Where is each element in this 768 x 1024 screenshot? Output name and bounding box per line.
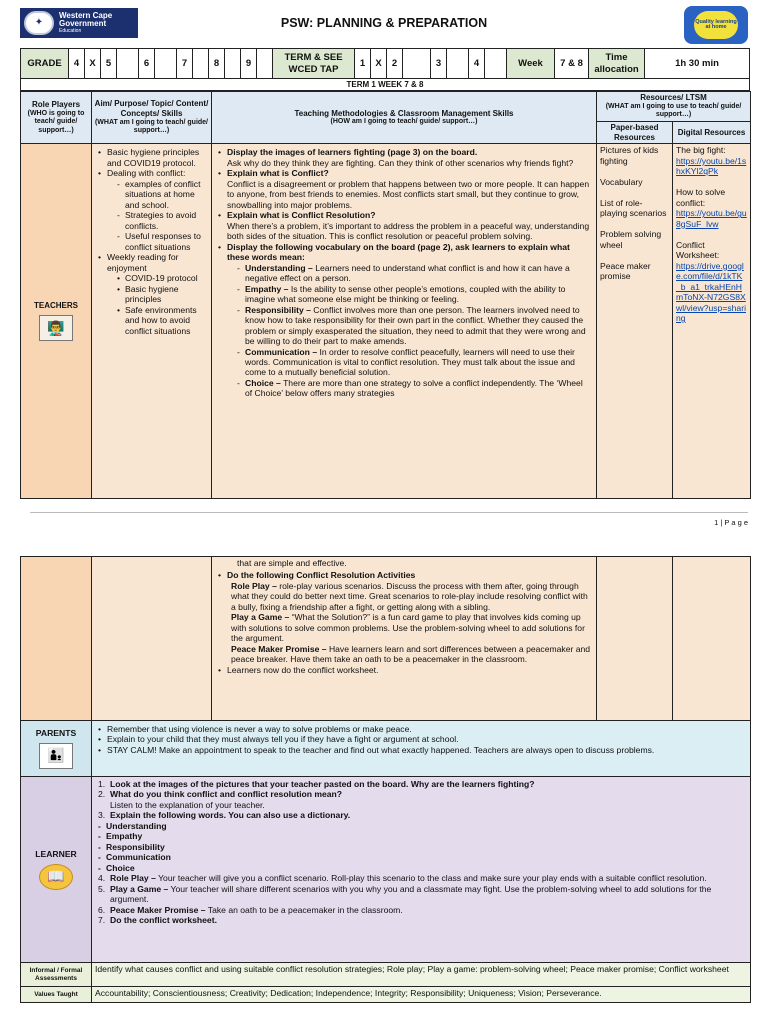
document-header (20, 6, 748, 44)
word-item: - Choice (98, 863, 744, 873)
crest-icon: ✦ (24, 11, 54, 35)
aim-subitem: • Basic hygiene principles (117, 284, 206, 305)
time-value: 1h 30 min (645, 49, 750, 79)
learner-item: 1. Look at the images of the pictures that your teacher pasted on the board. Why are the learners fighting? (98, 779, 535, 789)
teachers-methodology-continued: that are simple and effective. • Do the following Conflict Resolution Activities Role Play – role-play various scenarios. Discuss the process with them after, going through what they could do better next time. Great scenarios to role-play include resolving conflict with a bully, fixing a friendship after a fight, or getting along with a sibling. Play a Game – “What the Solution?” is a fun card game to play that involves kids coming up with solutions to solve common problems. Use the problem-solving wheel to add solutions for the argument. Peace Maker Promise – Have learners learn and sort differences between a peacemaker and peace breaker. Have them take an oath to be a peacemaker in the classroom. • Learners now do the conflict worksheet. (212, 557, 597, 721)
aim-subitem: • Safe environments and how to avoid conflict situations (117, 305, 206, 336)
parent-item: • Remember that using violence is never a way to solve problems or make peace. (98, 724, 745, 734)
col-aim: Aim/ Purpose/ Topic/ Content/ Concepts/ Skills (WHAT am I going to teach/ guide/ support…) (92, 92, 212, 144)
col-digital-resources: Digital Resources (673, 121, 751, 144)
word-item: - Communication (98, 852, 744, 862)
term-week-bar: TERM 1 WEEK 7 & 8 (20, 79, 750, 91)
teacher-icon: 👨‍🏫 (39, 315, 73, 341)
aim-subitem: • COVID-19 protocol (117, 273, 206, 283)
quality-learning-logo (684, 6, 748, 44)
week-value: 7 & 8 (555, 49, 589, 79)
solve-conflict-link[interactable]: https://youtu.be/gu8gSuF_lvw (676, 208, 747, 229)
lesson-plan-table-continued (20, 556, 751, 1003)
page-title: PSW: PLANNING & PREPARATION (280, 16, 488, 30)
big-fight-link[interactable]: https://youtu.be/1shxKYl2qPk (676, 155, 747, 177)
term-label: TERM & SEE WCED TAP (273, 49, 355, 79)
vocab-item: - Communication – In order to resolve conflict peacefully, learners will need to use their words. Communication is vital to conflict resolution. They must talk about the issue and come to a mutually beneficial solution. (237, 347, 591, 378)
grade-5: 5 (101, 49, 117, 79)
page-divider (30, 512, 748, 513)
role-learner: LEARNER 📖 (21, 777, 92, 963)
digital-resources (673, 144, 751, 499)
quality-learning-badge: Quality learning at home (694, 11, 738, 39)
assessment-label: Informal / Formal Assessments (21, 963, 92, 987)
grade-term-table (20, 48, 750, 79)
grade-label: GRADE (21, 49, 69, 79)
word-item: - Empathy (98, 831, 744, 841)
role-parents: PARENTS 👨‍👦 (21, 721, 92, 777)
col-resources: Resources/ LTSM (WHAT am I going to use to teach/ guide/ support…) (597, 92, 751, 122)
aim-item: • Basic hygiene principles and COVID19 protocol. (98, 147, 206, 168)
grade-8: 8 (209, 49, 225, 79)
paper-resources (597, 144, 673, 499)
grade-7: 7 (177, 49, 193, 79)
grade-4: 4 (69, 49, 85, 79)
digital-label: How to solve conflict: (676, 187, 726, 208)
term-1: 1 (355, 49, 371, 79)
aim-subitem: - Useful responses to conflict situations (117, 231, 206, 252)
vocab-item: - Understanding – Learners need to understand what conflict is and how it can have a negative effect on a person. (237, 263, 591, 284)
method-item: • Display the images of learners fighting (page 3) on the board. Ask why do they think they are fighting. Can they think of other scenarios why friends fight? (218, 147, 591, 168)
aim-subitem: - examples of conflict situations at home and school. (117, 179, 206, 210)
paper-item: Peace maker promise (600, 260, 651, 282)
paper-item: Problem solving wheel (600, 229, 662, 250)
col-paper-resources: Paper-based Resources (597, 121, 673, 144)
grade-9: 9 (241, 49, 257, 79)
parent-child-icon: 👨‍👦 (39, 743, 73, 769)
learner-item: 4. Role Play – Your teacher will give you a conflict scenario. Roll-play this scenario to the class and make sure your play ends with a suitable conflict resolution. (98, 873, 707, 884)
values-text: Accountability; Conscientiousness; Creativity; Dedication; Independence; Integrity; Responsibility; Uniqueness; Vision; Perseverance. (92, 987, 751, 1003)
activity-item: Play a Game – “What the Solution?” is a fun card game to play that involves kids coming up with solutions to solve common problems. Use the problem-solving wheel to add solutions for the argument. (231, 612, 585, 644)
term-2: 2 (387, 49, 403, 79)
aim-item: • Dealing with conflict: - examples of conflict situations at home and school. - Strategies to avoid conflicts. - Useful responses to conflict situations (98, 168, 206, 252)
col-methodologies: Teaching Methodologies & Classroom Management Skills (HOW am I going to teach/ guide/ support…) (212, 92, 597, 144)
method-item: • Explain what is Conflict Resolution? When there’s a problem, it’s important to address the problem in a peaceful way, understanding both sides of the situation. This is conflict resolution or peaceful problem solving. (218, 210, 591, 241)
learner-item: 2. What do you think conflict and conflict resolution mean? Listen to the explanation of your teacher. (98, 789, 343, 810)
learner-item: 7. Do the conflict worksheet. (98, 915, 217, 926)
parents-guidance (92, 721, 751, 777)
parent-item: • Explain to your child that they must always tell you if they have a fight or argument at school. (98, 734, 745, 744)
col-role-players: Role Players (WHO is going to teach/ guide/ support…) (21, 92, 92, 144)
vocab-item: - Empathy – Is the ability to sense other people’s emotions, coupled with the ability to imagine what someone else might be thinking or feeling. (237, 284, 591, 305)
learner-item: 6. Peace Maker Promise – Take an oath to be a peacemaker in the classroom. (98, 904, 403, 915)
teachers-methodology (212, 144, 597, 499)
term-4: 4 (469, 49, 485, 79)
learner-tasks (92, 777, 751, 963)
teachers-aims (92, 144, 212, 499)
learner-item: 3. Explain the following words. You can also use a dictionary. - Understanding - Empathy - Responsibility - Communication - Choice (98, 810, 744, 873)
role-teachers: TEACHERS 👨‍🏫 (21, 144, 92, 499)
activity-item: Role Play – role-play various scenarios. Discuss the process with them after, going through what they could do better next time. Great scenarios to role-play include resolving conflict with a bully, fixing a friendship after a fight, or getting along with a sibling. (231, 580, 588, 612)
vocab-item: - Responsibility – Conflict involves more than one person. The learners involved need to know how to take responsibility for their own part in the conflict. Whether they caused the problem or simply exasperated the situation, they need to admit that they were wrong and be willing to do their part to make amends. (237, 305, 591, 347)
learner-icon: 📖 (39, 864, 73, 890)
method-item: • Display the following vocabulary on the board (page 2), ask learners to explain what these words mean: - Understanding – Learners need to understand what conflict is and how it can have a negative effect on a person. - Empathy – Is the ability to sense other people’s emotions, coupled with the ability to imagine what someone else might be thinking or feeling. - Responsibility – Conflict involves more than one person. The learners involved need to know how to take responsibility for their own part in the conflict. Whether they caused the problem or simply exasperated the situation, they need to admit that they were wrong and be willing to do their part to make amends. - Communication – In order to resolve conflict peacefully, learners will need to use their words. Communication is vital to conflict resolution. They must talk about the issue and come to a mutually beneficial solution. - Choice – There are more than one strategy to solve a conflict independently. The ‘Wheel of Choice’ below offers many strategies (218, 242, 591, 399)
learner-item: 5. Play a Game – Your teacher will share different scenarios with you why you and a classmate may fight. Use the problem-solving wheel to add solutions for the argument. (98, 883, 712, 905)
lesson-plan-table (20, 91, 751, 499)
paper-item: Pictures of kids fighting (600, 145, 659, 166)
method-item: • Learners now do the conflict worksheet. (218, 665, 591, 675)
activity-item: Peace Maker Promise – Have learners learn and sort differences between a peacemaker and peace breaker. Have them take an oath to be a peacemaker in the classroom. (231, 643, 591, 665)
org-line1: Western Cape (59, 10, 113, 20)
term-3: 3 (431, 49, 447, 79)
vocab-item: - Choice – There are more than one strategy to solve a conflict independently. The ‘Wheel of Choice’ below offers many strategies (237, 378, 591, 399)
parent-item: • STAY CALM! Make an appointment to speak to the teacher and find out what exactly happened. Teachers are always open to discuss problems. (98, 745, 745, 755)
assessment-text: Identify what causes conflict and using suitable conflict resolution strategies; Role play; Play a game: problem-solving wheel; Peace maker promise; Conflict worksheet (92, 963, 751, 987)
paper-item: List of role-playing scenarios (600, 197, 667, 219)
digital-label: Conflict Worksheet: (676, 239, 720, 261)
org-line2: Government (59, 19, 107, 29)
grade-4-mark: X (85, 49, 101, 79)
grade-6: 6 (139, 49, 155, 79)
conflict-worksheet-link[interactable]: https://drive.google.com/file/d/1kTK_b_a1_trkaHEnHmToNX-N72GS8Xwl/view?usp=sharing (676, 260, 746, 324)
time-label: Time allocation (589, 49, 645, 79)
term-1-mark: X (371, 49, 387, 79)
method-item: • Explain what is Conflict? Conflict is a disagreement or problem that happens between two or more people. It can happen to anyone, from best friends to enemies. Most conflicts start small, but they continue to grow, snowballing into major problems. (218, 168, 591, 210)
values-label: Values Taught (21, 987, 92, 1003)
word-item: - Understanding (98, 821, 744, 831)
paper-item: Vocabulary (600, 176, 643, 187)
aim-subitem: - Strategies to avoid conflicts. (117, 210, 206, 231)
week-label: Week (507, 49, 555, 79)
method-item: • Do the following Conflict Resolution Activities Role Play – role-play various scenarios. Discuss the process with them after, going through what they could do better next time. Great scenarios to role-play include resolving conflict with a bully, fixing a friendship after a fight, or getting along with a sibling. Play a Game – “What the Solution?” is a fun card game to play that involves kids coming up with solutions to solve common problems. Use the problem-solving wheel to add solutions for the argument. Peace Maker Promise – Have learners learn and sort differences between a peacemaker and peace breaker. Have them take an oath to be a peacemaker in the classroom. (218, 570, 591, 664)
word-item: - Responsibility (98, 842, 744, 852)
digital-label: The big fight: (676, 145, 726, 156)
org-line3: Education (59, 27, 82, 34)
page-number: 1 | P a g e (714, 518, 748, 527)
aim-item: • Weekly reading for enjoyment • COVID-19 protocol • Basic hygiene principles • Safe environments and how to avoid conflict situations (98, 252, 206, 336)
